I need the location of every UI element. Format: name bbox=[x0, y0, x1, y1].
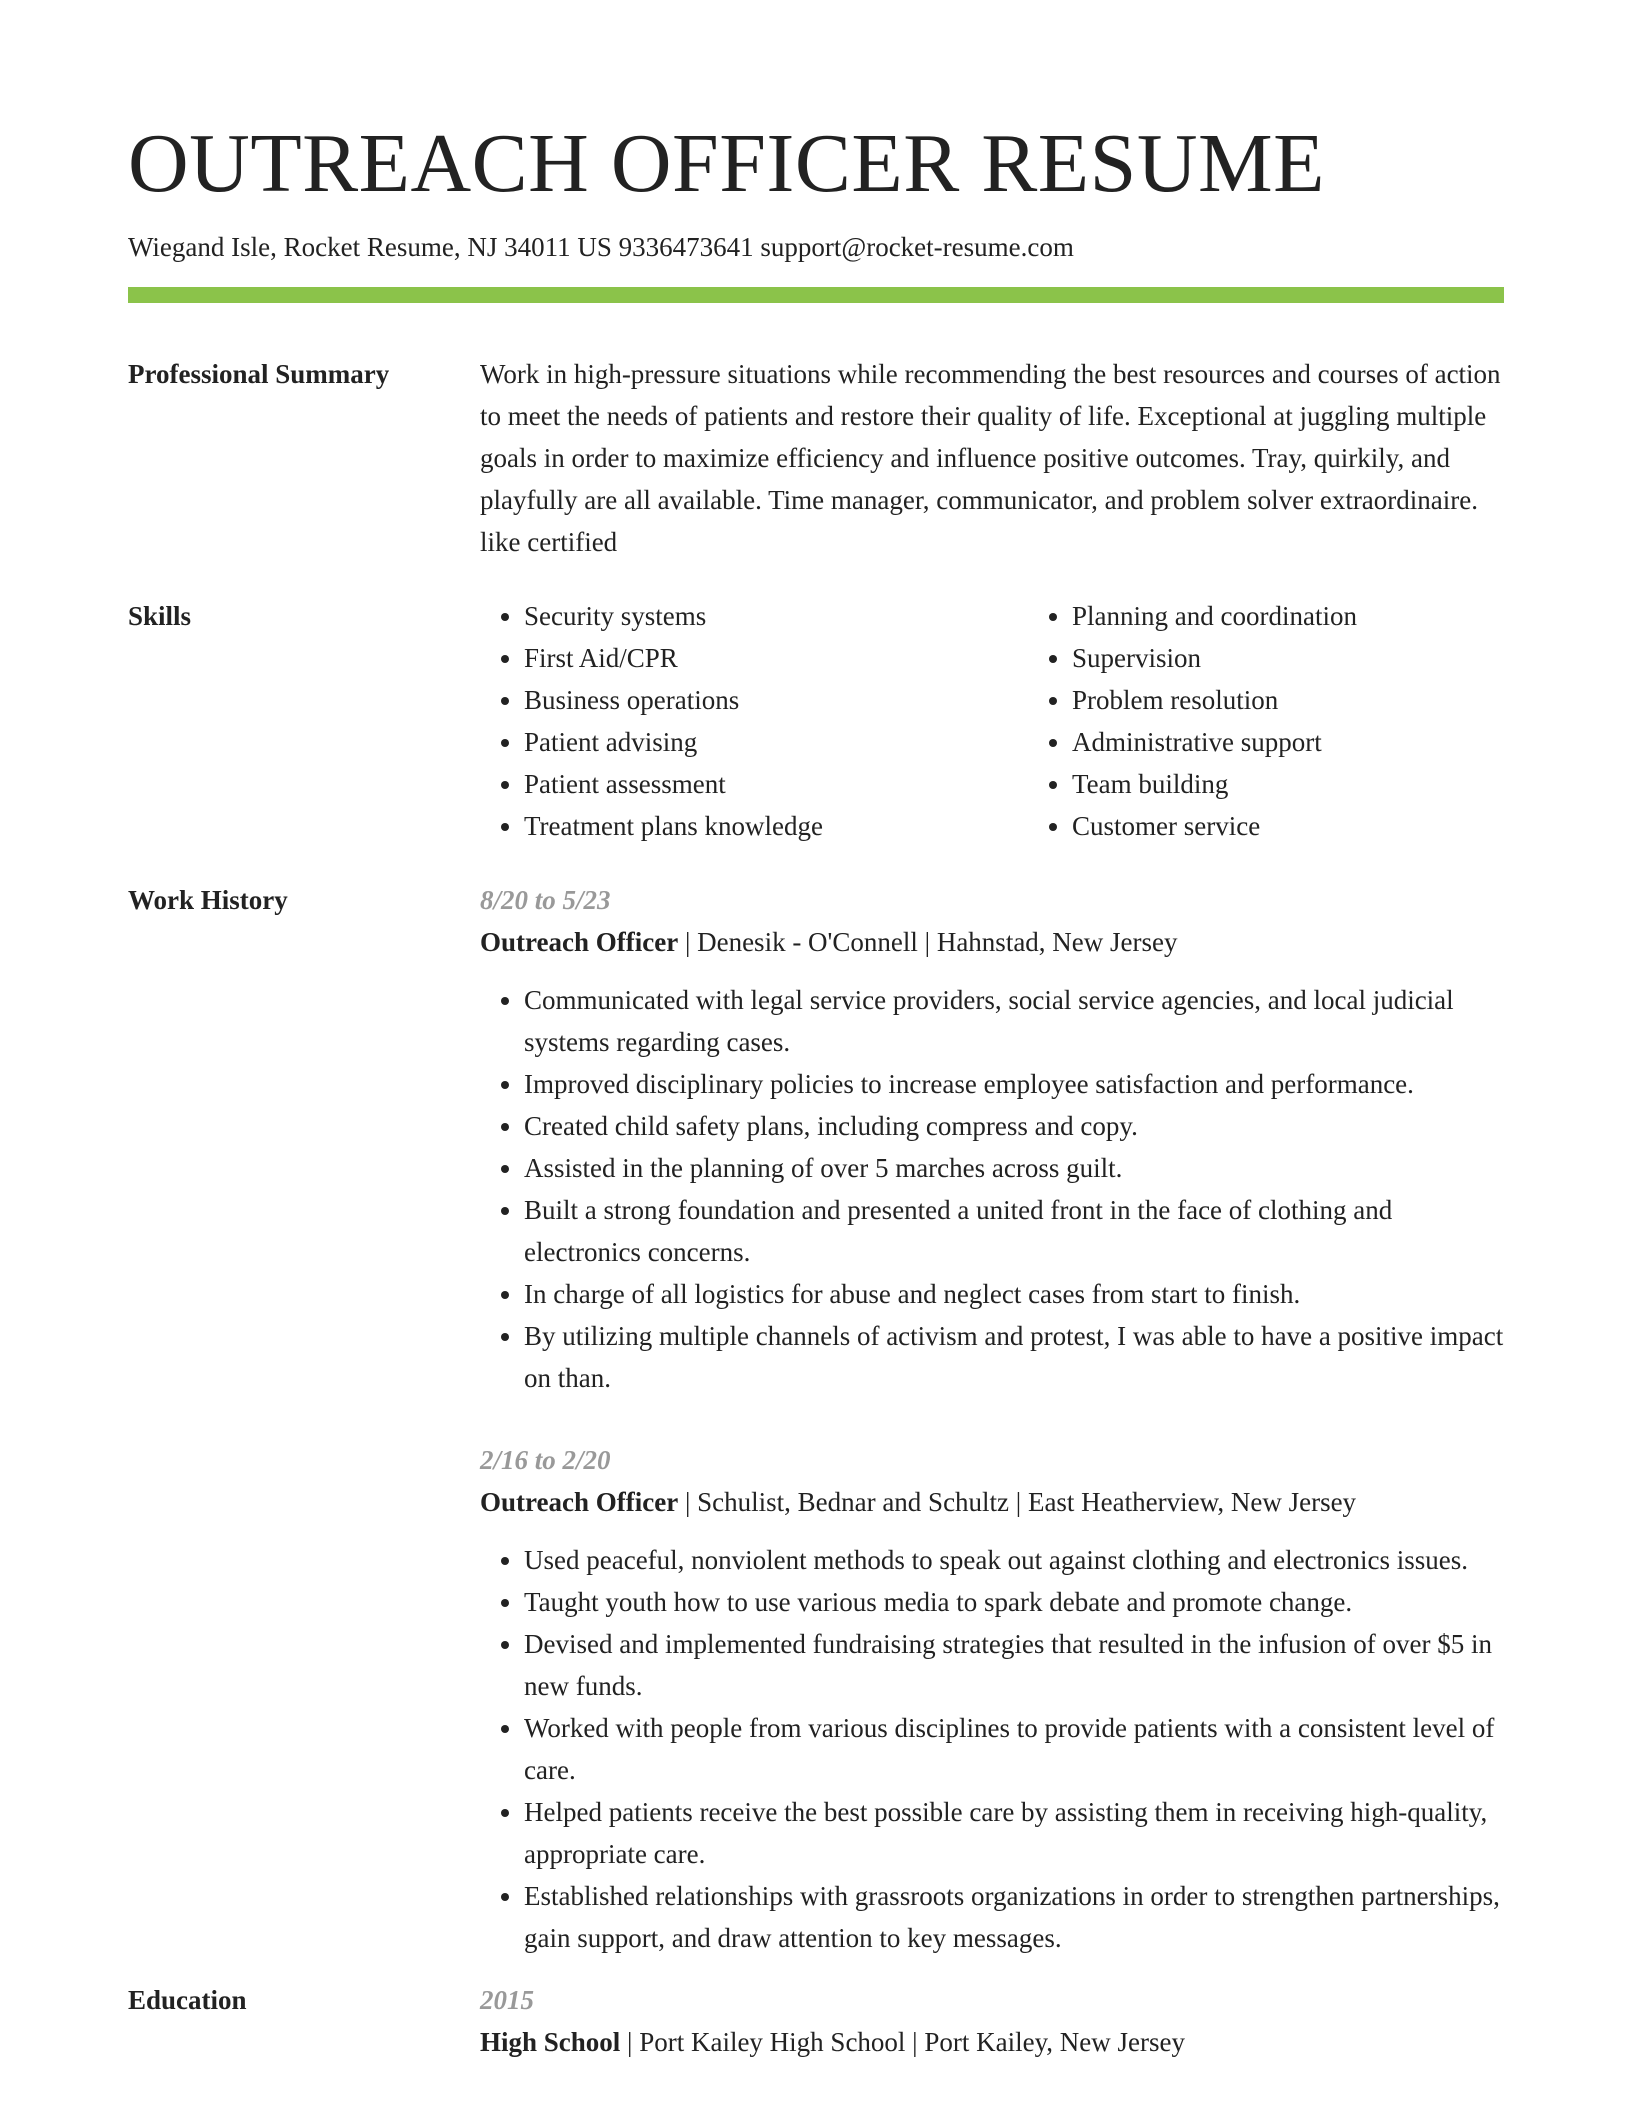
summary-section bbox=[128, 353, 1504, 563]
job-entry bbox=[480, 1439, 1504, 1959]
job-title: Outreach Officer bbox=[480, 927, 679, 958]
skill-item: • Problem resolution bbox=[1072, 679, 1576, 721]
job-bullet: • In charge of all logistics for abuse and neglect cases from start to finish. bbox=[524, 1273, 1504, 1315]
summary-text: Work in high-pressure situations while recommending the best resources and courses of action to meet the needs of patients and restore their quality of life. Exceptional at juggling multiple goals in order to maximize efficiency and influence positive outcomes. Tray, quirkily, and playfully are all available. Time manager, communicator, and problem solver extraordinaire. like certified bbox=[480, 359, 1501, 558]
job-details: | Denesik - O'Connell | Hahnstad, New Jersey bbox=[678, 927, 1178, 958]
job-bullet: • By utilizing multiple channels of activism and protest, I was able to have a positive impact on than. bbox=[524, 1315, 1504, 1399]
skill-item: • Planning and coordination bbox=[1072, 595, 1576, 637]
job-bullets bbox=[480, 1539, 1504, 1959]
education-label: Education bbox=[128, 1985, 247, 2016]
resume-title: OUTREACH OFFICER RESUME bbox=[128, 117, 1325, 210]
skill-item: • Patient advising bbox=[524, 721, 1028, 763]
work-history-section bbox=[128, 879, 1504, 1959]
skills-label: Skills bbox=[128, 601, 192, 632]
skill-item: • Supervision bbox=[1072, 637, 1576, 679]
job-bullet: • Communicated with legal service providers, social service agencies, and local judicial systems regarding cases. bbox=[524, 979, 1504, 1063]
work-history-label: Work History bbox=[128, 885, 288, 916]
skill-item: • Administrative support bbox=[1072, 721, 1576, 763]
skill-item: • Customer service bbox=[1072, 805, 1576, 847]
job-bullet: • Improved disciplinary policies to increase employee satisfaction and performance. bbox=[524, 1063, 1504, 1105]
skill-item: • Team building bbox=[1072, 763, 1576, 805]
job-details: | Schulist, Bednar and Schultz | East Heatherview, New Jersey bbox=[678, 1487, 1357, 1518]
job-bullet: • Established relationships with grassroots organizations in order to strengthen partnerships, gain support, and draw attention to key messages. bbox=[524, 1875, 1504, 1959]
education-date: 2015 bbox=[480, 1985, 534, 2016]
job-bullet: • Used peaceful, nonviolent methods to speak out against clothing and electronics issues. bbox=[524, 1539, 1504, 1581]
job-date: 2/16 to 2/20 bbox=[480, 1445, 611, 1476]
accent-divider bbox=[128, 287, 1504, 303]
skills-list-right bbox=[1028, 595, 1576, 847]
job-bullets bbox=[480, 979, 1504, 1399]
skill-item: • Business operations bbox=[524, 679, 1028, 721]
job-heading bbox=[480, 1481, 1504, 1523]
education-degree: High School bbox=[480, 2027, 621, 2058]
skill-item: • Treatment plans knowledge bbox=[524, 805, 1028, 847]
education-details: | Port Kailey High School | Port Kailey, New Jersey bbox=[620, 2027, 1186, 2058]
job-heading bbox=[480, 921, 1504, 963]
skill-item: • Security systems bbox=[524, 595, 1028, 637]
contact-line: Wiegand Isle, Rocket Resume, NJ 34011 US 9336473641 support@rocket-resume.com bbox=[128, 232, 1074, 263]
summary-label: Professional Summary bbox=[128, 359, 390, 390]
job-bullet: • Helped patients receive the best possible care by assisting them in receiving high-quality, appropriate care. bbox=[524, 1791, 1504, 1875]
job-bullet: • Devised and implemented fundraising strategies that resulted in the infusion of over $5 in new funds. bbox=[524, 1623, 1504, 1707]
job-entry bbox=[480, 879, 1504, 1399]
job-bullet: • Taught youth how to use various media to spark debate and promote change. bbox=[524, 1581, 1504, 1623]
education-section bbox=[128, 1979, 1504, 2063]
job-bullet: • Worked with people from various disciplines to provide patients with a consistent level of care. bbox=[524, 1707, 1504, 1791]
job-title: Outreach Officer bbox=[480, 1487, 679, 1518]
skills-list-left bbox=[480, 595, 1028, 847]
skills-section bbox=[128, 595, 1504, 847]
job-bullet: • Built a strong foundation and presented a united front in the face of clothing and electronics concerns. bbox=[524, 1189, 1504, 1273]
job-date: 8/20 to 5/23 bbox=[480, 885, 611, 916]
skill-item: • First Aid/CPR bbox=[524, 637, 1028, 679]
skill-item: • Patient assessment bbox=[524, 763, 1028, 805]
job-bullet: • Assisted in the planning of over 5 marches across guilt. bbox=[524, 1147, 1504, 1189]
job-bullet: • Created child safety plans, including compress and copy. bbox=[524, 1105, 1504, 1147]
education-heading bbox=[480, 2021, 1504, 2063]
